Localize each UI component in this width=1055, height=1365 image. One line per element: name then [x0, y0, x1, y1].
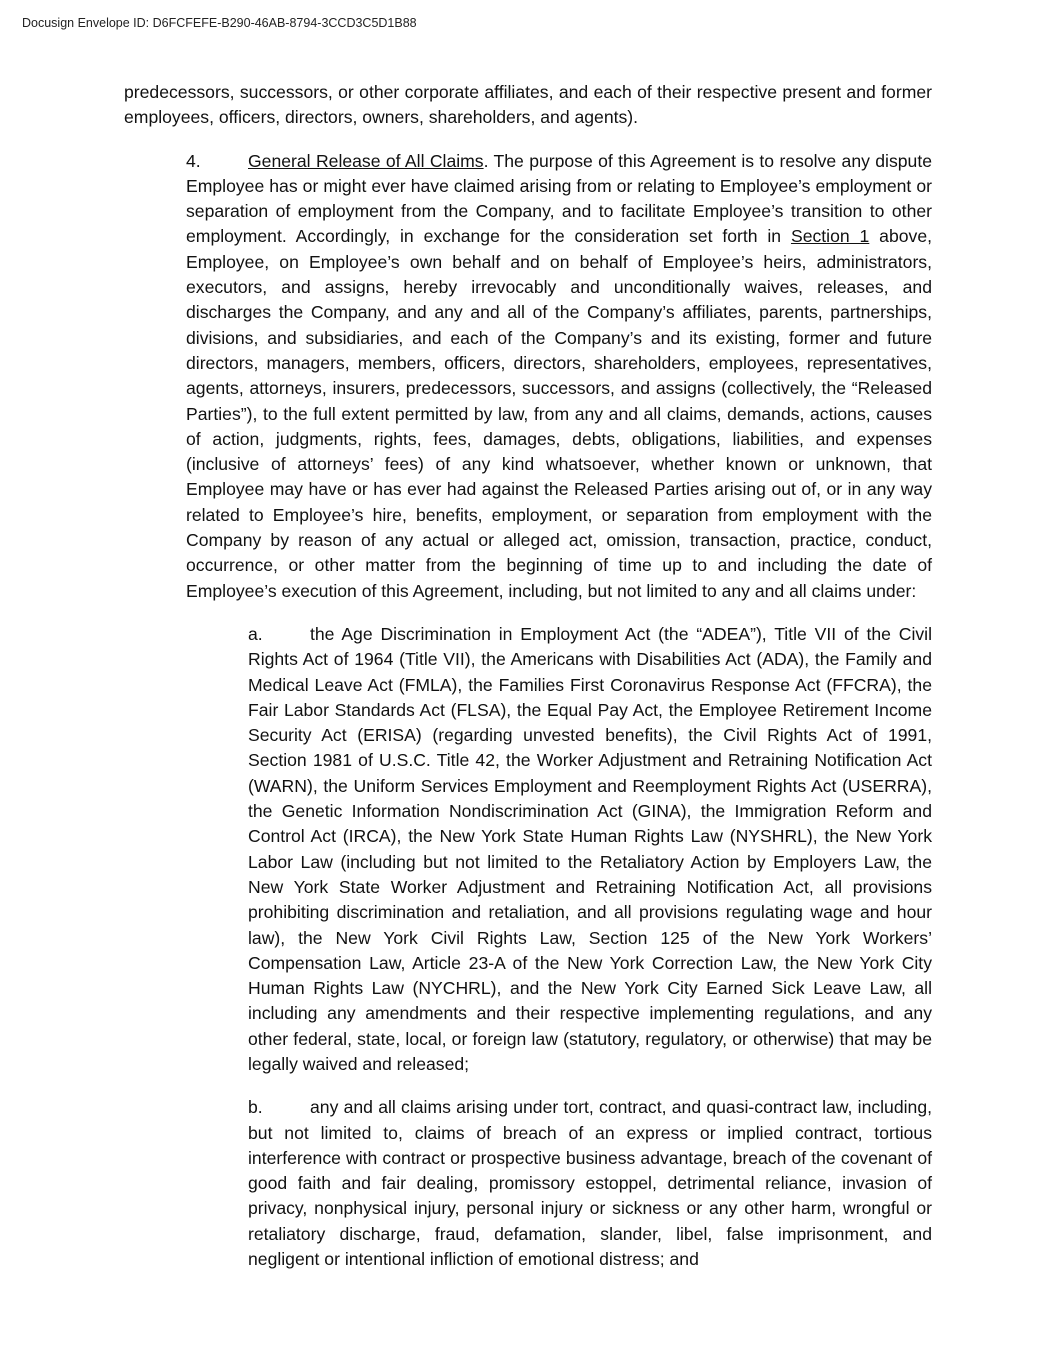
section-4-paragraph — [124, 149, 932, 604]
document-body — [124, 80, 932, 1290]
section-heading-punct: . — [483, 150, 489, 171]
section-1-reference: Section 1 — [790, 226, 870, 247]
section-4-text-a: The purpose of this Agreement is to resolve any dispute Employee has or might ever have claimed arising from or relating to Employee’s employment or separation of employment from the Company, and to facilitate Employee’s transition to other employment. Accordingly, in exchange for the consideration set forth in — [186, 150, 932, 247]
section-heading: General Release of All Claims — [248, 150, 484, 171]
list-item-a-label: a. — [248, 623, 263, 644]
list-item-a — [124, 622, 932, 1077]
section-number: 4. — [186, 150, 201, 171]
list-item-b-label: b. — [248, 1097, 263, 1118]
list-item-b — [124, 1095, 932, 1272]
docusign-envelope-id: Docusign Envelope ID: D6FCFEFE-B290-46AB-8794-3CCD3C5D1B88 — [22, 16, 417, 30]
list-item-b-text: any and all claims arising under tort, contract, and quasi-contract law, including, but not limited to, claims of breach of an express or implied contract, tortious interference with contract or prospective business advantage, breach of the covenant of good faith and fair dealing, promissory estoppel, detrimental reliance, invasion of privacy, nonphysical injury, personal injury or sickness or any other harm, wrongful or retaliatory discharge, fraud, defamation, slander, libel, false imprisonment, and negligent or intentional infliction of emotional distress; and — [248, 1097, 932, 1270]
section-4-text-b: above, Employee, on Employee’s own behalf and on behalf of Employee’s heirs, administrators, executors, and assigns, hereby irrevocably and unconditionally waives, releases, and discharges the Company, and any and all of the Company’s affiliates, parents, partnerships, divisions, and subsidiaries, and each of the Company’s and its existing, former and future directors, managers, members, officers, directors, shareholders, employees, representatives, agents, attorneys, insurers, predecessors, successors, and assigns (collectively, the “Released Parties”), to the full extent permitted by law, from any and all claims, demands, actions, causes of action, judgments, rights, fees, damages, debts, obligations, liabilities, and expenses (inclusive of attorneys’ fees) of any kind whatsoever, whether known or unknown, that Employee may have or has ever had against the Released Parties arising out of, or in any way related to Employee’s hire, benefits, employment, or separation from employment with the Company by reason of any actual or alleged act, omission, transaction, practice, conduct, occurrence, or other matter from the beginning of time up to and including the date of Employee’s execution of this Agreement, including, but not limited to any and all claims under: — [186, 226, 933, 601]
list-item-a-text: the Age Discrimination in Employment Act (the “ADEA”), Title VII of the Civil Rights Act of 1964 (Title VII), the Americans with Disabilities Act (ADA), the Family and Medical Leave Act (FMLA), the Families First Coronavirus Response Act (FFCRA), the Fair Labor Standards Act (FLSA), the Equal Pay Act, the Employee Retirement Income Security Act (ERISA) (regarding unvested benefits), the Civil Rights Act of 1991, Section 1981 of U.S.C. Title 42, the Worker Adjustment and Retraining Notification Act (WARN), the Uniform Services Employment and Reemployment Rights Act (USERRA), the Genetic Information Nondiscrimination Act (GINA), the Immigration Reform and Control Act (IRCA), the New York State Human Rights Law (NYSHRL), the New York Labor Law (including but not limited to the Retaliatory Action by Employers Law, the New York State Worker Adjustment and Retraining Notification Act, all provisions prohibiting discrimination and retaliation, and all provisions regulating wage and hour law), the New York Civil Rights Law, Section 125 of the New York Workers’ Compensation Law, Article 23-A of the New York Correction Law, the New York City Human Rights Law (NYCHRL), and the New York City Earned Sick Leave Law, all including any amendments and their respective implementing regulations, and any other federal, state, local, or foreign law (statutory, regulatory, or otherwise) that may be legally waived and released; — [248, 623, 932, 1074]
paragraph-intro: predecessors, successors, or other corporate affiliates, and each of their respective present and former employees, officers, directors, owners, shareholders, and agents). — [124, 82, 932, 128]
